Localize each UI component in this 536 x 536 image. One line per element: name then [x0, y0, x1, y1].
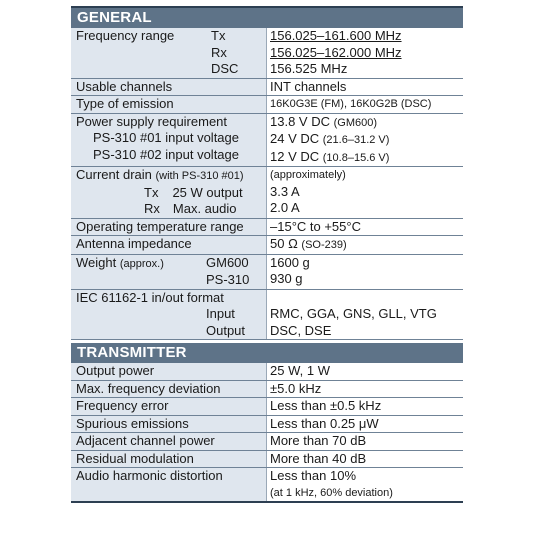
weight-ps-label: PS-310 — [206, 272, 250, 287]
table-row — [71, 363, 463, 380]
frequency-tx-label: Tx — [211, 28, 226, 43]
spec-row-antenna-impedance — [71, 236, 463, 255]
current-tx-label: Tx — [144, 184, 159, 200]
table-row — [71, 380, 463, 398]
iec-input-label: Input — [206, 306, 235, 321]
spec-label: Output power — [71, 363, 267, 380]
spec-label: Spurious emissions — [71, 415, 267, 433]
current-drain-label: Current drain — [76, 167, 152, 182]
spec-row-usable-channels — [71, 78, 463, 96]
spec-sheet — [71, 6, 463, 503]
usable-channels-label: Usable channels — [71, 78, 267, 96]
antenna-impedance-value: 50 Ω — [270, 236, 298, 251]
ps1-input-label: PS-310 #01 input voltage — [93, 130, 239, 145]
current-drain-note: (with PS-310 #01) — [155, 170, 244, 182]
spec-label: Residual modulation — [71, 450, 267, 468]
iec-output-label: Output — [206, 322, 246, 338]
spec-row-audio-harmonic — [71, 468, 463, 503]
iec-input-value: RMC, GGA, GNS, GLL, VTG — [270, 306, 437, 321]
audio-harmonic-label: Audio harmonic distortion — [71, 468, 267, 503]
spec-row-power-supply — [71, 113, 463, 167]
table-row — [71, 415, 463, 433]
spec-value: More than 70 dB — [267, 433, 464, 451]
power-supply-value: 13.8 V DC — [270, 113, 330, 129]
operating-temp-value: –15°C to +55°C — [267, 218, 464, 236]
spec-row-current-drain — [71, 167, 463, 219]
table-row — [71, 398, 463, 416]
spec-value: ±5.0 kHz — [267, 380, 464, 398]
section-header-transmitter: TRANSMITTER — [71, 343, 463, 363]
iec-label: IEC 61162-1 in/out format — [76, 289, 224, 305]
type-of-emission-value: 16K0G3E (FM), 16K0G2B (DSC) — [267, 96, 464, 114]
antenna-impedance-label: Antenna impedance — [71, 236, 267, 255]
section-header-general: GENERAL — [71, 6, 463, 28]
spec-row-frequency-range — [71, 28, 463, 78]
frequency-rx-label: Rx — [211, 44, 227, 60]
weight-gm-label: GM600 — [206, 254, 249, 270]
transmitter-spec-table — [71, 363, 463, 503]
current-tx-sub: 25 W output — [172, 184, 243, 200]
current-rx-label: Rx — [144, 201, 160, 216]
spec-value: Less than 0.25 μW — [267, 415, 464, 433]
frequency-dsc-value: 156.525 MHz — [270, 61, 348, 76]
ps2-input-value: 12 V DC — [270, 148, 320, 164]
frequency-range-label: Frequency range — [76, 28, 175, 43]
table-row — [71, 433, 463, 451]
power-supply-label: Power supply requirement — [76, 113, 228, 129]
spec-value: 25 W, 1 W — [267, 363, 464, 380]
antenna-impedance-note: (SO-239) — [301, 239, 347, 251]
spec-label: Frequency error — [71, 398, 267, 416]
spec-value: Less than ±0.5 kHz — [267, 398, 464, 416]
operating-temp-label: Operating temperature range — [71, 218, 267, 236]
table-row — [71, 450, 463, 468]
frequency-rx-value: 156.025–162.000 MHz — [270, 44, 402, 60]
general-spec-table — [71, 28, 463, 340]
ps2-input-label: PS-310 #02 input voltage — [93, 146, 239, 162]
frequency-tx-value: 156.025–161.600 MHz — [270, 28, 402, 43]
ps2-input-note: (10.8–15.6 V) — [322, 151, 390, 164]
usable-channels-value: INT channels — [267, 78, 464, 96]
spec-label: Adjacent channel power — [71, 433, 267, 451]
type-of-emission-label: Type of emission — [71, 96, 267, 114]
current-tx-value: 3.3 A — [270, 183, 300, 199]
spec-row-weight — [71, 254, 463, 289]
spec-row-operating-temp — [71, 218, 463, 236]
weight-gm-value: 1600 g — [270, 254, 310, 270]
current-rx-sub: Max. audio — [172, 201, 237, 216]
spec-value: More than 40 dB — [267, 450, 464, 468]
spec-label: Max. frequency deviation — [71, 380, 267, 398]
frequency-dsc-label: DSC — [211, 61, 239, 76]
weight-note: (approx.) — [119, 257, 164, 270]
audio-harmonic-value: Less than 10% — [270, 468, 357, 483]
iec-output-value: DSC, DSE — [270, 322, 332, 338]
spec-row-type-of-emission — [71, 96, 463, 114]
ps1-input-value: 24 V DC — [270, 131, 320, 146]
current-drain-value-note: (approximately) — [270, 169, 346, 181]
power-supply-note: (GM600) — [333, 116, 378, 129]
weight-label: Weight — [76, 254, 117, 270]
ps1-input-note: (21.6–31.2 V) — [322, 134, 390, 146]
weight-ps-value: 930 g — [270, 271, 303, 286]
audio-harmonic-note: (at 1 kHz, 60% deviation) — [270, 486, 393, 499]
current-rx-value: 2.0 A — [270, 200, 300, 215]
spec-row-iec — [71, 289, 463, 340]
